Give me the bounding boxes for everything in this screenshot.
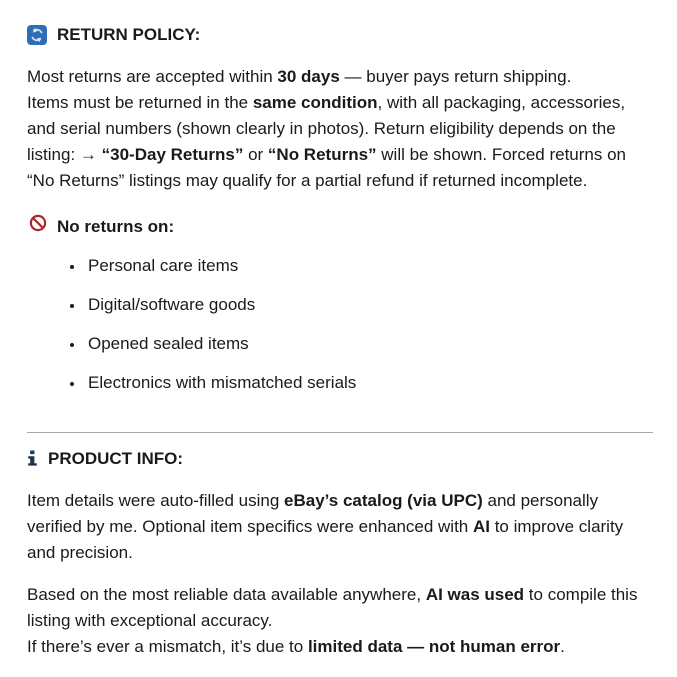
product-info-title: PRODUCT INFO: (48, 449, 184, 468)
return-policy-heading (27, 22, 653, 48)
list-item: • Personal care items (85, 253, 653, 279)
product-info-heading (27, 446, 653, 472)
information-icon (27, 450, 38, 467)
list-item: • Digital/software goods (85, 292, 653, 318)
list-item: • Electronics with mismatched serials (85, 370, 653, 396)
no-returns-heading (29, 214, 653, 240)
return-policy-intro: Most returns are accepted within 30 days — buyer pays return shipping. Items must be returned in the same condition, with all packaging, accessories, and serial numbers (shown clearly in photos). Return eligibility depends on the listing: → “30-Day Returns” or “No Returns” will be shown. Forced returns on “No Returns” listings may qualify for a partial refund if returned incomplete. (27, 67, 626, 190)
return-policy-section (27, 22, 653, 396)
product-info-para-1: Item details were auto-filled using eBay’s catalog (via UPC) and personally verified by me. Optional item specifics were enhanced with AI to improve clarity and precision. (27, 491, 624, 562)
product-info-para-2: Based on the most reliable data available anywhere, AI was used to compile this listing with exceptional accuracy. If there’s ever a mismatch, it’s due to limited data — not human error. (27, 585, 638, 656)
section-divider (27, 432, 653, 433)
return-policy-title: RETURN POLICY: (57, 25, 201, 44)
list-item: • Opened sealed items (85, 331, 653, 357)
no-returns-list (27, 253, 653, 396)
no-returns-title: No returns on: (57, 217, 175, 236)
prohibited-icon (29, 214, 47, 240)
counterclockwise-arrows-icon (27, 25, 47, 45)
product-info-section (27, 446, 653, 660)
